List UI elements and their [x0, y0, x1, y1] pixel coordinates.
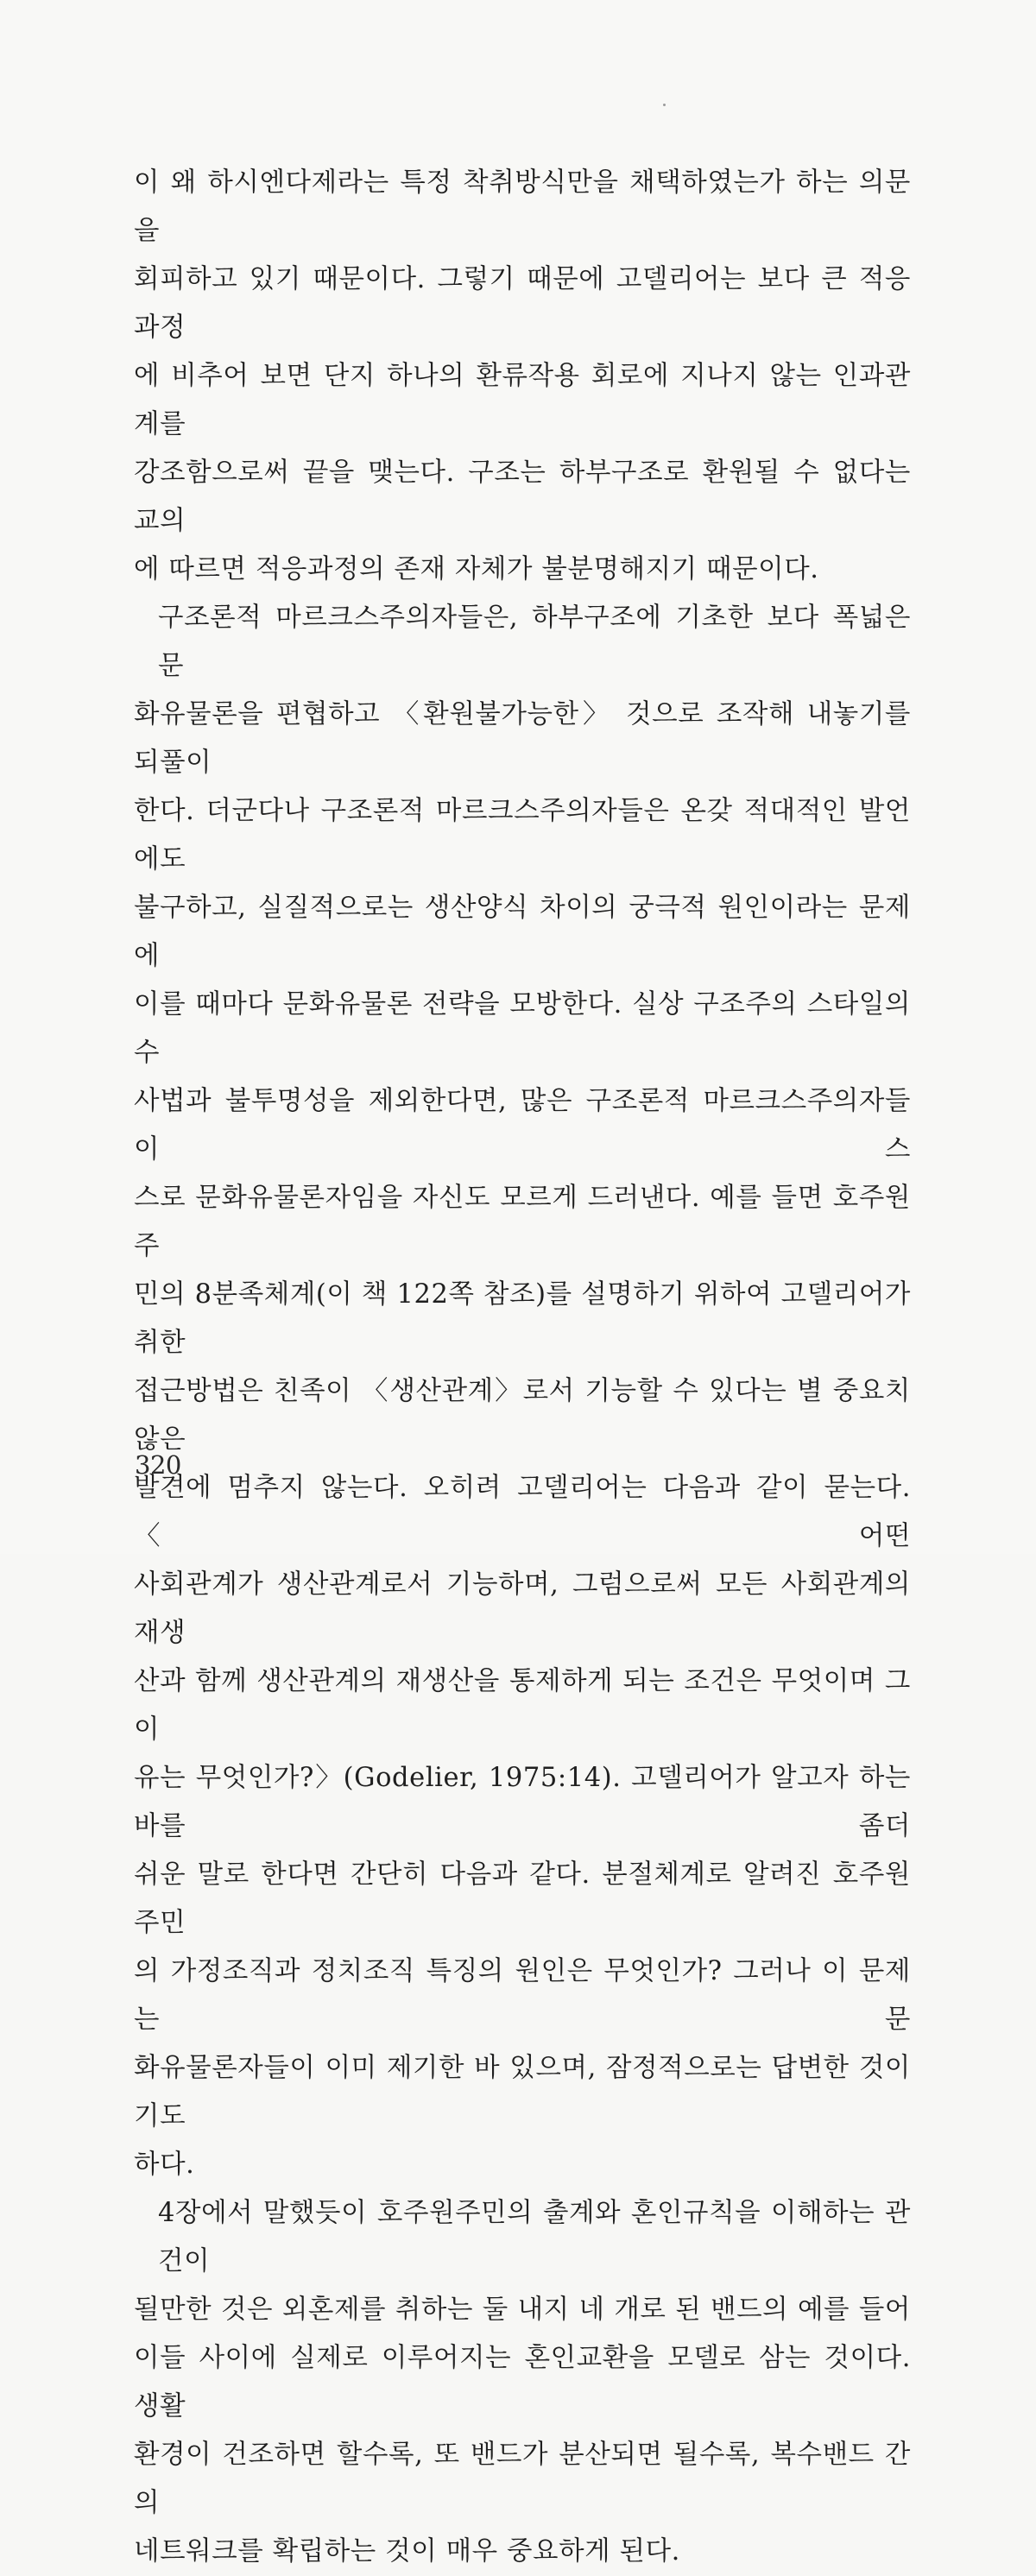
text-line: 민의 8분족체계(이 책 122쪽 참조)를 설명하기 위하여 고델리어가 취한	[134, 1279, 911, 1358]
text-line: 사회관계가 생산관계로서 기능하며, 그럼으로써 모든 사회관계의 재생	[134, 1569, 911, 1648]
text-line: 이들 사이에 실제로 이루어지는 혼인교환을 모델로 삼는 것이다. 생활	[134, 2343, 911, 2421]
text-line: 네트워크를 확립하는 것이 매우 중요하게 된다.	[134, 2536, 680, 2567]
text-line: 강조함으로써 끝을 맺는다. 구조는 하부구조로 환원될 수 없다는 교의	[134, 458, 911, 536]
text-line: 유는 무엇인가?〉(Godelier, 1975:14). 고델리어가 알고자 하는 바를 좀더	[134, 1763, 911, 1841]
text-line: 쉬운 말로 한다면 간단히 다음과 같다. 분절체계로 알려진 호주원주민	[134, 1859, 911, 1938]
page-number: 320	[135, 1450, 181, 1480]
text-line: 에 따르면 적응과정의 존재 자체가 불분명해지기 때문이다.	[134, 554, 819, 584]
body-text	[134, 159, 911, 2576]
text-line: 환경이 건조하면 할수록, 또 밴드가 분산되면 될수록, 복수밴드 간의	[134, 2440, 911, 2518]
text-line: 접근방법은 친족이 〈생산관계〉로서 기능할 수 있다는 별 중요치 않은	[134, 1376, 911, 1455]
text-line: 4장에서 말했듯이 호주원주민의 출계와 혼인규칙을 이해하는 관건이	[158, 2198, 911, 2276]
text-line: 화유물론을 편협하고 〈환원불가능한〉 것으로 조작해 내놓기를 되풀이	[134, 699, 911, 778]
paragraph-1	[134, 159, 911, 594]
paragraph-2	[134, 594, 911, 2189]
text-line: 화유물론자들이 이미 제기한 바 있으며, 잠정적으로는 답변한 것이기도	[134, 2053, 911, 2131]
text-line: 이를 때마다 문화유물론 전략을 모방한다. 실상 구조주의 스타일의 수	[134, 989, 911, 1068]
text-line: 회피하고 있기 때문이다. 그렇기 때문에 고델리어는 보다 큰 적응과정	[134, 264, 911, 343]
paragraph-3	[134, 2189, 911, 2576]
text-line: 사법과 불투명성을 제외한다면, 많은 구조론적 마르크스주의자들이 스	[134, 1086, 911, 1165]
text-line: 될만한 것은 외혼제를 취하는 둘 내지 네 개로 된 밴드의 예를 들어	[134, 2295, 911, 2325]
text-line: 산과 함께 생산관계의 재생산을 통제하게 되는 조건은 무엇이며 그 이	[134, 1666, 911, 1745]
scan-speck	[663, 104, 666, 106]
text-line: 구조론적 마르크스주의자들은, 하부구조에 기초한 보다 폭넓은 문	[158, 603, 911, 681]
text-line: 이 왜 하시엔다제라는 특정 착취방식만을 채택하였는가 하는 의문을	[134, 167, 911, 246]
text-line: 한다. 더군다나 구조론적 마르크스주의자들은 온갖 적대적인 발언에도	[134, 796, 911, 874]
text-line: 발견에 멈추지 않는다. 오히려 고델리어는 다음과 같이 묻는다. 〈어떤	[134, 1473, 911, 1551]
text-line: 하다.	[134, 2150, 195, 2180]
text-line: 스로 문화유물론자임을 자신도 모르게 드러낸다. 예를 들면 호주원주	[134, 1183, 911, 1261]
text-line: 에 비추어 보면 단지 하나의 환류작용 회로에 지나지 않는 인과관계를	[134, 361, 911, 439]
text-line: 불구하고, 실질적으로는 생산양식 차이의 궁극적 원인이라는 문제에	[134, 893, 911, 971]
text-line: 의 가정조직과 정치조직 특징의 원인은 무엇인가? 그러나 이 문제는 문	[134, 1956, 911, 2035]
